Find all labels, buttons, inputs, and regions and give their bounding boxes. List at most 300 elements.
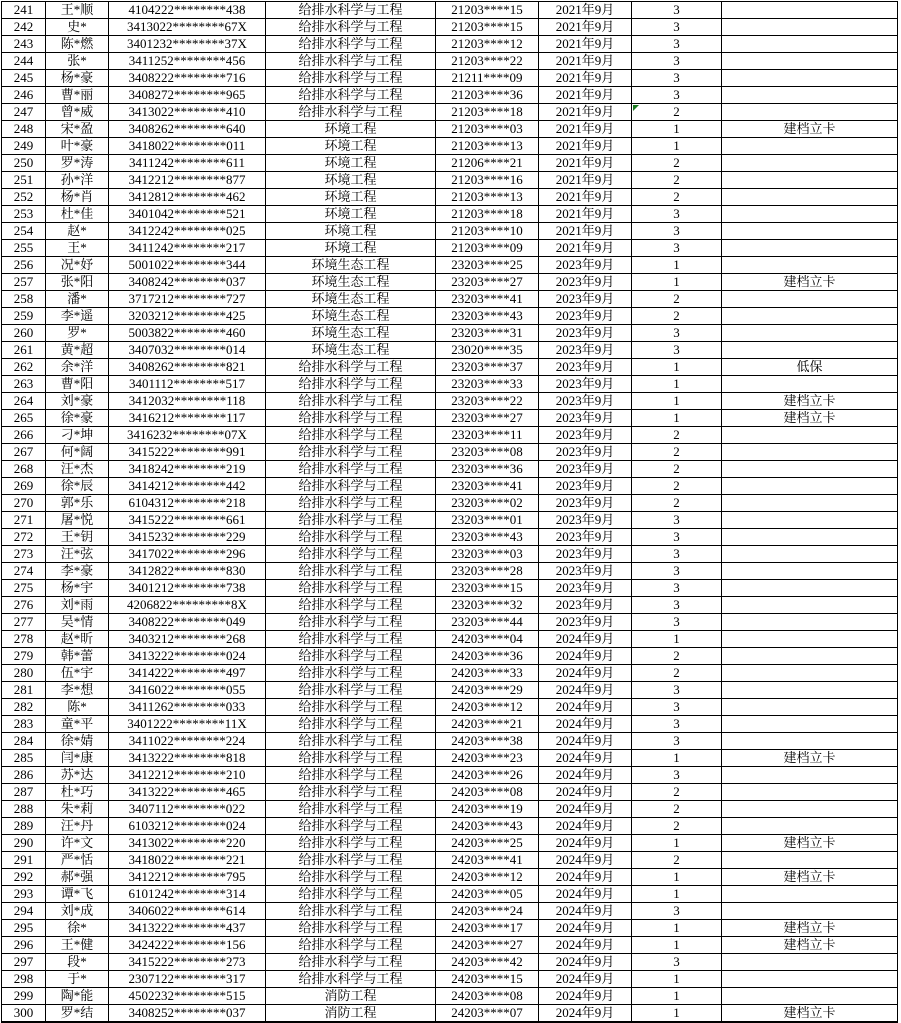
cell-count[interactable]: 1 (632, 988, 722, 1005)
cell-remark[interactable] (722, 104, 898, 121)
cell-major[interactable]: 给排水科学与工程 (266, 869, 436, 886)
cell-student-number[interactable]: 24203****12 (436, 699, 539, 716)
cell-name[interactable]: 苏*达 (46, 767, 109, 784)
cell-enroll-date[interactable]: 2023年9月 (539, 342, 632, 359)
cell-name[interactable]: 汪*杰 (46, 461, 109, 478)
cell-name[interactable]: 谭*飞 (46, 886, 109, 903)
cell-major[interactable]: 给排水科学与工程 (266, 784, 436, 801)
cell-count[interactable]: 1 (632, 631, 722, 648)
cell-major[interactable]: 环境生态工程 (266, 308, 436, 325)
cell-major[interactable]: 给排水科学与工程 (266, 461, 436, 478)
cell-name[interactable]: 严*恬 (46, 852, 109, 869)
cell-major[interactable]: 给排水科学与工程 (266, 750, 436, 767)
cell-major[interactable]: 给排水科学与工程 (266, 427, 436, 444)
cell-enroll-date[interactable]: 2023年9月 (539, 427, 632, 444)
cell-student-number[interactable]: 24203****08 (436, 988, 539, 1005)
cell-enroll-date[interactable]: 2023年9月 (539, 461, 632, 478)
cell-row-number[interactable]: 244 (2, 53, 46, 70)
cell-student-number[interactable]: 21203****03 (436, 121, 539, 138)
cell-student-number[interactable]: 24203****43 (436, 818, 539, 835)
cell-row-number[interactable]: 252 (2, 189, 46, 206)
cell-student-number[interactable]: 23203****44 (436, 614, 539, 631)
cell-remark[interactable] (722, 818, 898, 835)
cell-remark[interactable] (722, 36, 898, 53)
cell-enroll-date[interactable]: 2024年9月 (539, 699, 632, 716)
cell-name[interactable]: 陶*能 (46, 988, 109, 1005)
cell-major[interactable]: 给排水科学与工程 (266, 87, 436, 104)
cell-row-number[interactable]: 288 (2, 801, 46, 818)
cell-id-number[interactable]: 6101242********314 (109, 886, 266, 903)
cell-id-number[interactable]: 3416232********07X (109, 427, 266, 444)
cell-remark[interactable] (722, 138, 898, 155)
cell-student-number[interactable]: 21203****12 (436, 36, 539, 53)
cell-remark[interactable] (722, 529, 898, 546)
cell-row-number[interactable]: 297 (2, 954, 46, 971)
cell-count[interactable]: 2 (632, 648, 722, 665)
cell-name[interactable]: 宋*盈 (46, 121, 109, 138)
cell-id-number[interactable]: 3203212********425 (109, 308, 266, 325)
cell-count[interactable]: 2 (632, 189, 722, 206)
cell-name[interactable]: 屠*悦 (46, 512, 109, 529)
cell-remark[interactable] (722, 733, 898, 750)
cell-remark[interactable] (722, 155, 898, 172)
cell-major[interactable]: 给排水科学与工程 (266, 478, 436, 495)
cell-id-number[interactable]: 3401222********11X (109, 716, 266, 733)
cell-enroll-date[interactable]: 2021年9月 (539, 70, 632, 87)
cell-enroll-date[interactable]: 2024年9月 (539, 767, 632, 784)
cell-row-number[interactable]: 289 (2, 818, 46, 835)
cell-row-number[interactable]: 269 (2, 478, 46, 495)
cell-major[interactable]: 环境工程 (266, 138, 436, 155)
cell-remark[interactable] (722, 886, 898, 903)
cell-name[interactable]: 杜*巧 (46, 784, 109, 801)
cell-remark[interactable] (722, 444, 898, 461)
cell-enroll-date[interactable]: 2021年9月 (539, 121, 632, 138)
cell-student-number[interactable]: 24203****26 (436, 767, 539, 784)
cell-id-number[interactable]: 3408242********037 (109, 274, 266, 291)
cell-row-number[interactable]: 275 (2, 580, 46, 597)
cell-name[interactable]: 王*钥 (46, 529, 109, 546)
cell-enroll-date[interactable]: 2023年9月 (539, 444, 632, 461)
cell-enroll-date[interactable]: 2021年9月 (539, 138, 632, 155)
cell-id-number[interactable]: 3413222********818 (109, 750, 266, 767)
cell-major[interactable]: 给排水科学与工程 (266, 767, 436, 784)
cell-name[interactable]: 潘* (46, 291, 109, 308)
cell-row-number[interactable]: 245 (2, 70, 46, 87)
cell-enroll-date[interactable]: 2021年9月 (539, 223, 632, 240)
cell-name[interactable]: 杨*豪 (46, 70, 109, 87)
cell-enroll-date[interactable]: 2024年9月 (539, 852, 632, 869)
cell-count[interactable]: 1 (632, 971, 722, 988)
cell-count[interactable]: 2 (632, 291, 722, 308)
cell-id-number[interactable]: 3412212********795 (109, 869, 266, 886)
cell-row-number[interactable]: 247 (2, 104, 46, 121)
cell-id-number[interactable]: 3406022********614 (109, 903, 266, 920)
cell-enroll-date[interactable]: 2024年9月 (539, 801, 632, 818)
cell-student-number[interactable]: 23203****41 (436, 291, 539, 308)
cell-count[interactable]: 3 (632, 682, 722, 699)
cell-id-number[interactable]: 3416022********055 (109, 682, 266, 699)
cell-count[interactable]: 1 (632, 138, 722, 155)
cell-student-number[interactable]: 24203****24 (436, 903, 539, 920)
cell-remark[interactable] (722, 2, 898, 19)
cell-student-number[interactable]: 23203****32 (436, 597, 539, 614)
cell-major[interactable]: 给排水科学与工程 (266, 70, 436, 87)
cell-major[interactable]: 给排水科学与工程 (266, 359, 436, 376)
cell-count[interactable]: 3 (632, 36, 722, 53)
cell-enroll-date[interactable]: 2023年9月 (539, 512, 632, 529)
cell-major[interactable]: 给排水科学与工程 (266, 631, 436, 648)
cell-enroll-date[interactable]: 2024年9月 (539, 784, 632, 801)
cell-student-number[interactable]: 24203****25 (436, 835, 539, 852)
cell-name[interactable]: 徐* (46, 920, 109, 937)
cell-major[interactable]: 给排水科学与工程 (266, 648, 436, 665)
cell-remark[interactable] (722, 665, 898, 682)
cell-enroll-date[interactable]: 2024年9月 (539, 954, 632, 971)
cell-enroll-date[interactable]: 2024年9月 (539, 920, 632, 937)
cell-enroll-date[interactable]: 2021年9月 (539, 172, 632, 189)
cell-count[interactable]: 2 (632, 172, 722, 189)
cell-name[interactable]: 刘*豪 (46, 393, 109, 410)
cell-major[interactable]: 环境工程 (266, 172, 436, 189)
cell-name[interactable]: 汪*丹 (46, 818, 109, 835)
cell-row-number[interactable]: 278 (2, 631, 46, 648)
cell-id-number[interactable]: 3408272********965 (109, 87, 266, 104)
cell-id-number[interactable]: 3414212********442 (109, 478, 266, 495)
cell-remark[interactable]: 建档立卡 (722, 121, 898, 138)
cell-id-number[interactable]: 3717212********727 (109, 291, 266, 308)
cell-row-number[interactable]: 259 (2, 308, 46, 325)
cell-count[interactable]: 2 (632, 155, 722, 172)
cell-row-number[interactable]: 291 (2, 852, 46, 869)
cell-count[interactable]: 2 (632, 461, 722, 478)
cell-remark[interactable] (722, 495, 898, 512)
cell-enroll-date[interactable]: 2024年9月 (539, 903, 632, 920)
cell-student-number[interactable]: 24203****38 (436, 733, 539, 750)
cell-student-number[interactable]: 21203****09 (436, 240, 539, 257)
cell-major[interactable]: 给排水科学与工程 (266, 444, 436, 461)
cell-remark[interactable] (722, 988, 898, 1005)
cell-id-number[interactable]: 3412212********877 (109, 172, 266, 189)
cell-student-number[interactable]: 24203****27 (436, 937, 539, 954)
cell-id-number[interactable]: 3415222********661 (109, 512, 266, 529)
cell-remark[interactable]: 建档立卡 (722, 750, 898, 767)
cell-row-number[interactable]: 270 (2, 495, 46, 512)
cell-major[interactable]: 消防工程 (266, 988, 436, 1005)
cell-id-number[interactable]: 3413222********437 (109, 920, 266, 937)
cell-student-number[interactable]: 23203****28 (436, 563, 539, 580)
cell-student-number[interactable]: 24203****05 (436, 886, 539, 903)
cell-major[interactable]: 给排水科学与工程 (266, 818, 436, 835)
cell-name[interactable]: 段* (46, 954, 109, 971)
cell-student-number[interactable]: 23203****31 (436, 325, 539, 342)
cell-enroll-date[interactable]: 2023年9月 (539, 546, 632, 563)
cell-student-number[interactable]: 21206****21 (436, 155, 539, 172)
cell-major[interactable]: 给排水科学与工程 (266, 954, 436, 971)
cell-student-number[interactable]: 24203****29 (436, 682, 539, 699)
cell-id-number[interactable]: 3411022********224 (109, 733, 266, 750)
cell-count[interactable]: 1 (632, 920, 722, 937)
cell-major[interactable]: 给排水科学与工程 (266, 376, 436, 393)
cell-student-number[interactable]: 21203****15 (436, 19, 539, 36)
cell-student-number[interactable]: 21203****15 (436, 2, 539, 19)
cell-student-number[interactable]: 23203****15 (436, 580, 539, 597)
cell-count[interactable]: 3 (632, 19, 722, 36)
cell-remark[interactable] (722, 546, 898, 563)
cell-remark[interactable] (722, 971, 898, 988)
cell-name[interactable]: 杜*佳 (46, 206, 109, 223)
cell-name[interactable]: 余*洋 (46, 359, 109, 376)
cell-remark[interactable]: 建档立卡 (722, 1005, 898, 1023)
cell-count[interactable]: 2 (632, 801, 722, 818)
cell-row-number[interactable]: 264 (2, 393, 46, 410)
cell-remark[interactable] (722, 614, 898, 631)
cell-major[interactable]: 给排水科学与工程 (266, 886, 436, 903)
cell-name[interactable]: 张*阳 (46, 274, 109, 291)
cell-remark[interactable]: 建档立卡 (722, 274, 898, 291)
cell-id-number[interactable]: 3407032********014 (109, 342, 266, 359)
cell-count[interactable]: 3 (632, 529, 722, 546)
cell-id-number[interactable]: 3412212********210 (109, 767, 266, 784)
cell-count[interactable]: 1 (632, 886, 722, 903)
cell-count[interactable]: 3 (632, 903, 722, 920)
cell-remark[interactable] (722, 257, 898, 274)
cell-student-number[interactable]: 24203****41 (436, 852, 539, 869)
cell-id-number[interactable]: 4206822*********8X (109, 597, 266, 614)
cell-enroll-date[interactable]: 2021年9月 (539, 53, 632, 70)
cell-name[interactable]: 况*妤 (46, 257, 109, 274)
cell-id-number[interactable]: 3412032********118 (109, 393, 266, 410)
cell-remark[interactable] (722, 240, 898, 257)
cell-remark[interactable] (722, 478, 898, 495)
cell-id-number[interactable]: 3416212********117 (109, 410, 266, 427)
cell-name[interactable]: 张* (46, 53, 109, 70)
cell-student-number[interactable]: 23203****41 (436, 478, 539, 495)
cell-remark[interactable] (722, 716, 898, 733)
cell-enroll-date[interactable]: 2021年9月 (539, 240, 632, 257)
cell-student-number[interactable]: 21203****22 (436, 53, 539, 70)
cell-remark[interactable]: 低保 (722, 359, 898, 376)
cell-row-number[interactable]: 246 (2, 87, 46, 104)
cell-major[interactable]: 给排水科学与工程 (266, 36, 436, 53)
cell-row-number[interactable]: 241 (2, 2, 46, 19)
cell-name[interactable]: 伍*宇 (46, 665, 109, 682)
cell-student-number[interactable]: 23203****33 (436, 376, 539, 393)
cell-id-number[interactable]: 3412812********462 (109, 189, 266, 206)
cell-count[interactable]: 3 (632, 53, 722, 70)
cell-student-number[interactable]: 24203****21 (436, 716, 539, 733)
cell-id-number[interactable]: 5001022********344 (109, 257, 266, 274)
cell-enroll-date[interactable]: 2021年9月 (539, 36, 632, 53)
cell-id-number[interactable]: 3401112********517 (109, 376, 266, 393)
cell-major[interactable]: 给排水科学与工程 (266, 614, 436, 631)
cell-major[interactable]: 给排水科学与工程 (266, 495, 436, 512)
cell-major[interactable]: 给排水科学与工程 (266, 903, 436, 920)
cell-row-number[interactable]: 258 (2, 291, 46, 308)
cell-count[interactable]: 1 (632, 750, 722, 767)
cell-student-number[interactable]: 24203****12 (436, 869, 539, 886)
cell-count[interactable]: 2 (632, 852, 722, 869)
cell-row-number[interactable]: 242 (2, 19, 46, 36)
cell-name[interactable]: 赵*昕 (46, 631, 109, 648)
cell-name[interactable]: 杨*肖 (46, 189, 109, 206)
cell-name[interactable]: 李*遥 (46, 308, 109, 325)
cell-major[interactable]: 给排水科学与工程 (266, 597, 436, 614)
cell-id-number[interactable]: 2307122********317 (109, 971, 266, 988)
cell-enroll-date[interactable]: 2023年9月 (539, 410, 632, 427)
cell-id-number[interactable]: 3401232********37X (109, 36, 266, 53)
cell-major[interactable]: 消防工程 (266, 1005, 436, 1023)
cell-student-number[interactable]: 23203****37 (436, 359, 539, 376)
cell-major[interactable]: 给排水科学与工程 (266, 835, 436, 852)
cell-enroll-date[interactable]: 2023年9月 (539, 325, 632, 342)
cell-count[interactable]: 3 (632, 699, 722, 716)
cell-major[interactable]: 给排水科学与工程 (266, 529, 436, 546)
cell-major[interactable]: 给排水科学与工程 (266, 393, 436, 410)
cell-count[interactable]: 2 (632, 495, 722, 512)
cell-enroll-date[interactable]: 2023年9月 (539, 393, 632, 410)
cell-name[interactable]: 叶*豪 (46, 138, 109, 155)
cell-enroll-date[interactable]: 2021年9月 (539, 104, 632, 121)
cell-row-number[interactable]: 267 (2, 444, 46, 461)
cell-student-number[interactable]: 21203****13 (436, 138, 539, 155)
cell-enroll-date[interactable]: 2024年9月 (539, 1005, 632, 1023)
cell-row-number[interactable]: 292 (2, 869, 46, 886)
cell-row-number[interactable]: 277 (2, 614, 46, 631)
cell-row-number[interactable]: 279 (2, 648, 46, 665)
cell-id-number[interactable]: 5003822********460 (109, 325, 266, 342)
cell-id-number[interactable]: 3418242********219 (109, 461, 266, 478)
cell-row-number[interactable]: 262 (2, 359, 46, 376)
cell-enroll-date[interactable]: 2021年9月 (539, 155, 632, 172)
cell-name[interactable]: 刘*成 (46, 903, 109, 920)
cell-count[interactable]: 2 (632, 308, 722, 325)
cell-student-number[interactable]: 21203****16 (436, 172, 539, 189)
cell-major[interactable]: 给排水科学与工程 (266, 104, 436, 121)
cell-name[interactable]: 郝*强 (46, 869, 109, 886)
cell-row-number[interactable]: 293 (2, 886, 46, 903)
cell-id-number[interactable]: 3415222********273 (109, 954, 266, 971)
cell-remark[interactable]: 建档立卡 (722, 393, 898, 410)
cell-remark[interactable] (722, 767, 898, 784)
cell-enroll-date[interactable]: 2023年9月 (539, 597, 632, 614)
cell-remark[interactable] (722, 631, 898, 648)
cell-major[interactable]: 给排水科学与工程 (266, 665, 436, 682)
cell-row-number[interactable]: 250 (2, 155, 46, 172)
cell-student-number[interactable]: 24203****07 (436, 1005, 539, 1023)
cell-row-number[interactable]: 268 (2, 461, 46, 478)
cell-remark[interactable] (722, 172, 898, 189)
cell-remark[interactable] (722, 53, 898, 70)
cell-name[interactable]: 赵* (46, 223, 109, 240)
cell-id-number[interactable]: 3407112********022 (109, 801, 266, 818)
cell-remark[interactable] (722, 682, 898, 699)
cell-major[interactable]: 给排水科学与工程 (266, 580, 436, 597)
cell-row-number[interactable]: 280 (2, 665, 46, 682)
cell-remark[interactable] (722, 325, 898, 342)
cell-id-number[interactable]: 3412822********830 (109, 563, 266, 580)
cell-enroll-date[interactable]: 2024年9月 (539, 716, 632, 733)
cell-major[interactable]: 给排水科学与工程 (266, 410, 436, 427)
cell-enroll-date[interactable]: 2024年9月 (539, 682, 632, 699)
cell-count[interactable]: 2 (632, 104, 722, 121)
cell-name[interactable]: 汪*弦 (46, 546, 109, 563)
cell-name[interactable]: 杨*宇 (46, 580, 109, 597)
cell-name[interactable]: 徐*辰 (46, 478, 109, 495)
cell-name[interactable]: 徐*豪 (46, 410, 109, 427)
cell-student-number[interactable]: 23203****08 (436, 444, 539, 461)
cell-id-number[interactable]: 3418022********011 (109, 138, 266, 155)
cell-enroll-date[interactable]: 2024年9月 (539, 648, 632, 665)
cell-count[interactable]: 3 (632, 512, 722, 529)
cell-count[interactable]: 3 (632, 325, 722, 342)
cell-count[interactable]: 1 (632, 410, 722, 427)
cell-id-number[interactable]: 3413222********024 (109, 648, 266, 665)
cell-id-number[interactable]: 3408262********640 (109, 121, 266, 138)
cell-remark[interactable] (722, 563, 898, 580)
cell-remark[interactable] (722, 597, 898, 614)
cell-name[interactable]: 李*想 (46, 682, 109, 699)
cell-row-number[interactable]: 260 (2, 325, 46, 342)
cell-count[interactable]: 3 (632, 597, 722, 614)
cell-major[interactable]: 给排水科学与工程 (266, 2, 436, 19)
cell-student-number[interactable]: 24203****15 (436, 971, 539, 988)
cell-row-number[interactable]: 261 (2, 342, 46, 359)
cell-count[interactable]: 3 (632, 546, 722, 563)
cell-enroll-date[interactable]: 2024年9月 (539, 886, 632, 903)
cell-id-number[interactable]: 4104222********438 (109, 2, 266, 19)
cell-row-number[interactable]: 290 (2, 835, 46, 852)
cell-remark[interactable] (722, 70, 898, 87)
cell-id-number[interactable]: 3415222********991 (109, 444, 266, 461)
cell-major[interactable]: 环境工程 (266, 155, 436, 172)
cell-count[interactable]: 3 (632, 70, 722, 87)
cell-enroll-date[interactable]: 2023年9月 (539, 257, 632, 274)
cell-count[interactable]: 1 (632, 393, 722, 410)
cell-enroll-date[interactable]: 2023年9月 (539, 614, 632, 631)
cell-count[interactable]: 1 (632, 376, 722, 393)
cell-major[interactable]: 给排水科学与工程 (266, 512, 436, 529)
cell-name[interactable]: 史* (46, 19, 109, 36)
cell-id-number[interactable]: 3424222********156 (109, 937, 266, 954)
cell-count[interactable]: 1 (632, 835, 722, 852)
cell-student-number[interactable]: 23203****03 (436, 546, 539, 563)
cell-name[interactable]: 闫*康 (46, 750, 109, 767)
cell-student-number[interactable]: 23203****27 (436, 274, 539, 291)
cell-name[interactable]: 吴*情 (46, 614, 109, 631)
cell-enroll-date[interactable]: 2021年9月 (539, 19, 632, 36)
cell-enroll-date[interactable]: 2024年9月 (539, 971, 632, 988)
cell-remark[interactable]: 建档立卡 (722, 920, 898, 937)
cell-id-number[interactable]: 3413022********67X (109, 19, 266, 36)
cell-major[interactable]: 给排水科学与工程 (266, 937, 436, 954)
cell-major[interactable]: 环境工程 (266, 206, 436, 223)
cell-enroll-date[interactable]: 2024年9月 (539, 665, 632, 682)
cell-count[interactable]: 3 (632, 767, 722, 784)
cell-major[interactable]: 给排水科学与工程 (266, 682, 436, 699)
cell-enroll-date[interactable]: 2024年9月 (539, 937, 632, 954)
cell-name[interactable]: 刁*坤 (46, 427, 109, 444)
cell-count[interactable]: 1 (632, 359, 722, 376)
cell-major[interactable]: 给排水科学与工程 (266, 19, 436, 36)
cell-row-number[interactable]: 256 (2, 257, 46, 274)
cell-remark[interactable] (722, 427, 898, 444)
cell-enroll-date[interactable]: 2023年9月 (539, 359, 632, 376)
cell-row-number[interactable]: 266 (2, 427, 46, 444)
cell-id-number[interactable]: 3411252********456 (109, 53, 266, 70)
cell-row-number[interactable]: 255 (2, 240, 46, 257)
cell-name[interactable]: 曹*阳 (46, 376, 109, 393)
